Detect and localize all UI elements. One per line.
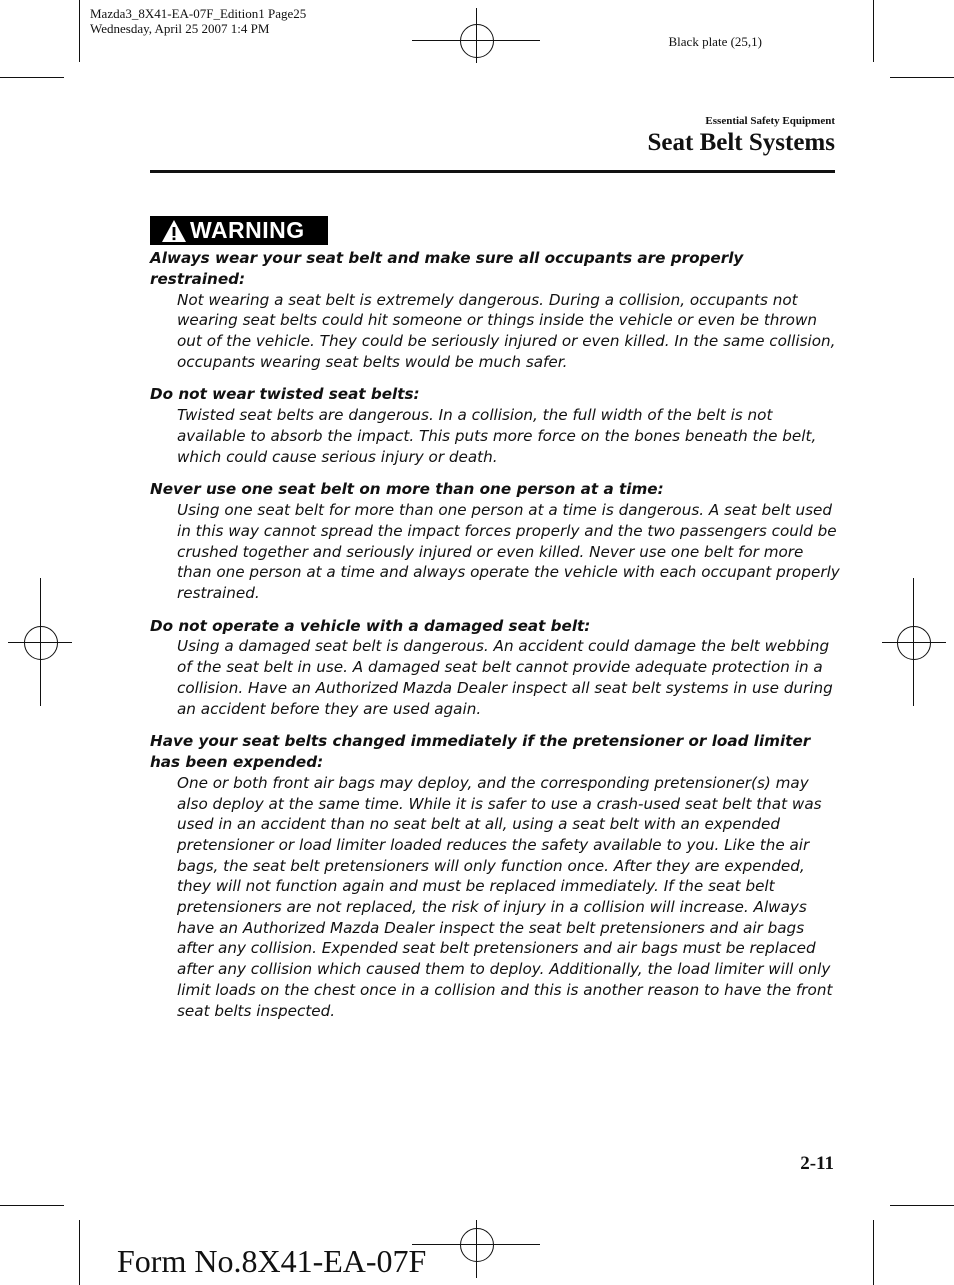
warning-banner	[150, 216, 328, 245]
crop-mark-bottom-right-v	[873, 1220, 874, 1285]
form-number: Form No.8X41-EA-07F	[117, 1243, 427, 1279]
page-number: 2-11	[800, 1153, 834, 1174]
plate-label: Black plate (25,1)	[668, 34, 762, 49]
warning-label: WARNING	[190, 217, 305, 243]
warning-item	[150, 384, 840, 467]
warning-item-body: One or both front air bags may deploy, and the corresponding pretensioner(s) may also deploy at the same time. While it is safer to use a crash-used seat belt that was used in an accident than no seat belt at all, using a seat belt with an expended pretensioner or load limiter loaded reduces the safety available to you. Like the air bags, the seat belt pretensioners will only function once. After they are expended, they will not function again and must be replaced immediately. If the seat belt pretensioners are not replaced, the risk of injury in a collision will increase. Always have an Authorized Mazda Dealer inspect the seat belt pretensioners and air bags after any collision. Expended seat belt pretensioners and air bags must be replaced after any collision which caused them to deploy. Additionally, the load limiter will only limit loads on the chest once in a collision and this is another reason to have the front seat belts inspected.	[177, 773, 833, 1020]
warning-item-body: Twisted seat belts are dangerous. In a collision, the full width of the belt is not available to absorb the impact. This puts more force on the bones beneath the belt, which could cause serious injury or death.	[177, 406, 817, 466]
warning-item-heading: Always wear your seat belt and make sure all occupants are properly restrained:	[150, 249, 744, 288]
title-rule	[150, 170, 835, 173]
warning-item-body: Using one seat belt for more than one person at a time is dangerous. A seat belt used in this way cannot spread the impact forces properly and the two passengers could be crushed together and seriously injured or even killed. Never use one belt for more than one person at a time and always operate the vehicle with each occupant properly restrained.	[177, 501, 840, 602]
print-slug	[90, 6, 306, 36]
section-label: Essential Safety Equipment	[705, 115, 835, 127]
warning-item	[150, 479, 840, 603]
warning-item-heading: Do not wear twisted seat belts:	[150, 385, 420, 404]
crop-mark-bottom-right-h	[890, 1205, 954, 1206]
warning-item-heading: Never use one seat belt on more than one person at a time:	[150, 480, 664, 499]
registration-circle-top	[460, 24, 494, 58]
crop-mark-top-right-h	[890, 77, 954, 78]
crop-mark-bottom-left-v	[79, 1220, 80, 1285]
slug-line-1: Mazda3_8X41-EA-07F_Edition1 Page25	[90, 6, 307, 21]
registration-circle-bottom	[460, 1228, 494, 1262]
warning-item-body: Using a damaged seat belt is dangerous. An accident could damage the belt webbing of the seat belt in use. A damaged seat belt cannot provide adequate protection in a collision. Have an Authorized Mazda Dealer inspect all seat belt systems in use during an accident before they are used again.	[177, 637, 833, 718]
crop-mark-top-right-v	[873, 0, 874, 62]
warning-item	[150, 731, 840, 1021]
registration-circle-right	[897, 626, 931, 660]
page-title: Seat Belt Systems	[647, 129, 835, 156]
warning-triangle-icon	[160, 218, 188, 244]
warning-content	[150, 248, 840, 1033]
warning-item-body: Not wearing a seat belt is extremely dangerous. During a collision, occupants not wearing seat belts could hit someone or things inside the vehicle or even be thrown out of the vehicle. They could be seriously injured or even killed. In the same collision, occupants wearing seat belts would be much safer.	[177, 290, 836, 371]
crop-mark-top-left-v	[79, 0, 80, 62]
crop-mark-top-left-h	[0, 77, 64, 78]
warning-item-heading: Do not operate a vehicle with a damaged seat belt:	[150, 616, 591, 635]
crop-mark-bottom-left-h	[0, 1205, 64, 1206]
slug-line-2: Wednesday, April 25 2007 1:4 PM	[90, 21, 270, 36]
warning-item-heading: Have your seat belts changed immediately if the pretensioner or load limiter has been expended:	[150, 732, 811, 772]
warning-item	[150, 616, 840, 720]
warning-item	[150, 248, 840, 372]
registration-circle-left	[24, 626, 58, 660]
